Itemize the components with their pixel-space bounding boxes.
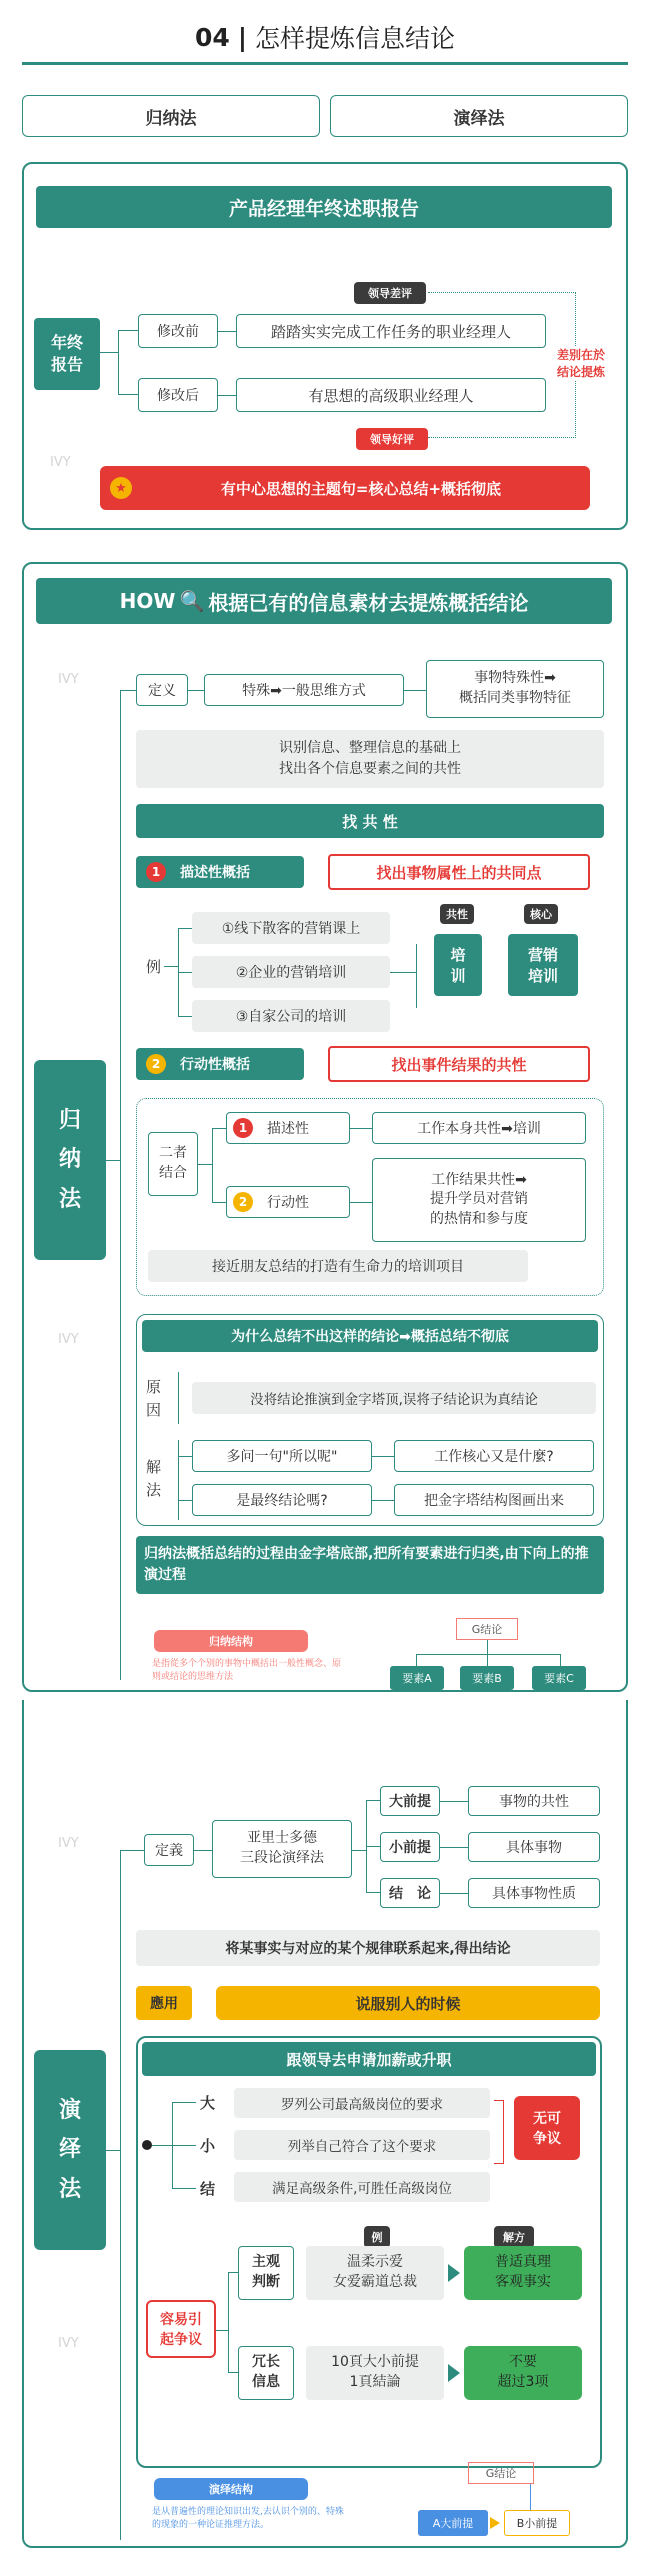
case-conclusion-label: 结 xyxy=(200,2180,216,2198)
report-summary-bar xyxy=(100,466,590,510)
deduct-g-node: G结论 xyxy=(468,2462,534,2484)
g-conclusion-node: G结论 xyxy=(456,1618,518,1640)
element-b-node: 要素B xyxy=(460,1666,514,1690)
number-two-icon: 2 xyxy=(146,1054,166,1074)
watermark: IVY xyxy=(50,455,71,470)
watermark: IVY xyxy=(58,1332,79,1347)
inductive-structure-label: 归纳结构 xyxy=(154,1630,308,1652)
undisputed-label: 无可 争议 xyxy=(514,2096,580,2160)
example-label: 例 xyxy=(146,958,162,976)
inductive-summary: 归纳法概括总结的过程由金字塔底部,把所有要素进行归类,由下向上的推演过程 xyxy=(136,1536,604,1594)
action-label xyxy=(136,1048,304,1080)
deduct-principle: 将某事实与对应的某个规律联系起来,得出结论 xyxy=(136,1930,600,1966)
report-title: 产品经理年终述职报告 xyxy=(36,186,612,228)
definition-result: 事物特殊性➡ 概括同类事物特征 xyxy=(426,660,604,718)
combine-descriptive-text: 描述性 xyxy=(267,1121,309,1137)
combine-descriptive xyxy=(226,1112,350,1144)
example-item-3: ③自家公司的培训 xyxy=(192,1000,390,1032)
case-title: 跟领导去申请加薪或升职 xyxy=(142,2042,596,2076)
common-tag: 共性 xyxy=(440,904,474,924)
why-title: 为什么总结不出这样的结论➡概括总结不彻底 xyxy=(142,1320,598,1352)
identify-text: 识别信息、整理信息的基础上 找出各个信息要素之间的共性 xyxy=(136,730,604,788)
how-prefix: HOW xyxy=(119,589,176,613)
solution-2-result: 把金字塔结构图画出来 xyxy=(394,1484,594,1516)
inductive-structure-desc: 是指從多个个别的事物中概括出一般性概念、原则或结论的思维方法 xyxy=(152,1659,342,1682)
combine-descriptive-result: 工作本身共性➡培训 xyxy=(372,1112,586,1144)
major-premise-text: 事物的共性 xyxy=(468,1786,600,1816)
page-title: 怎样提炼信息结论 xyxy=(254,24,455,53)
minor-premise-text: 具体事物 xyxy=(468,1832,600,1862)
report-left-label: 年终 报告 xyxy=(34,318,100,390)
bad-review-tag: 领导差评 xyxy=(354,282,426,304)
chapter-number: 04 xyxy=(195,22,230,52)
deductive-structure-desc: 是从普遍性的理论知识出发,去认识个别的、特殊的现象的一种论证推理方法。 xyxy=(152,2507,344,2530)
before-label: 修改前 xyxy=(138,314,218,348)
reason-label: 原 因 xyxy=(146,1378,162,1419)
common-value: 培 训 xyxy=(434,934,482,996)
definition-label: 定义 xyxy=(136,674,188,706)
watermark: IVY xyxy=(58,672,79,687)
solution-tag: 解方 xyxy=(494,2226,534,2248)
before-text: 踏踏实实完成工作任务的职业经理人 xyxy=(236,314,546,348)
tab-deductive[interactable]: 演绎法 xyxy=(330,95,628,137)
dispute-1-example: 温柔示爱 女爱霸道总裁 xyxy=(306,2246,444,2300)
combine-action-text: 行动性 xyxy=(267,1195,309,1211)
after-text: 有思想的高级职业经理人 xyxy=(236,378,546,412)
solution-1-result: 工作核心又是什麼? xyxy=(394,1440,594,1472)
tab-inductive[interactable]: 归纳法 xyxy=(22,95,320,137)
watermark: IVY xyxy=(58,1836,79,1851)
a-premise-node: A大前提 xyxy=(418,2510,488,2536)
core-value: 营销 培训 xyxy=(508,934,578,996)
how-title-text: 根据已有的信息素材去提炼概括结论 xyxy=(208,590,529,615)
action-finding: 找出事件结果的共性 xyxy=(328,1046,590,1082)
minor-premise-label: 小前提 xyxy=(380,1832,440,1862)
case-major-text: 罗列公司最高級岗位的要求 xyxy=(234,2088,490,2118)
inductive-side-label: 归 纳 法 xyxy=(34,1060,106,1260)
reason-text: 没将结论推演到金字塔顶,误将子结论识为真结论 xyxy=(192,1382,596,1414)
deductive-side-label: 演 绎 法 xyxy=(34,2050,106,2250)
combine-label: 二者 结合 xyxy=(148,1132,198,1196)
case-conclusion-text: 满足高级条件,可胜任高级岗位 xyxy=(234,2172,490,2202)
core-tag: 核心 xyxy=(524,904,558,924)
number-one-icon: 1 xyxy=(233,1118,253,1138)
number-one-icon: 1 xyxy=(146,862,166,882)
header-title xyxy=(0,20,650,54)
dispute-1-label: 主观 判断 xyxy=(238,2246,294,2300)
title-separator: | xyxy=(237,22,247,52)
dispute-2-solution: 不要 超过3项 xyxy=(464,2346,582,2400)
definition-text: 特殊➡一般思维方式 xyxy=(204,674,404,706)
deduct-definition-label: 定義 xyxy=(144,1834,194,1866)
header-underline xyxy=(22,62,628,65)
action-label-text: 行动性概括 xyxy=(180,1057,250,1073)
watermark: IVY xyxy=(58,2336,79,2351)
solution-label: 解 法 xyxy=(146,1458,162,1499)
combine-action xyxy=(226,1186,350,1218)
case-minor-label: 小 xyxy=(200,2137,216,2155)
descriptive-finding: 找出事物属性上的共同点 xyxy=(328,854,590,890)
dispute-label: 容易引 起争议 xyxy=(146,2300,216,2358)
descriptive-label xyxy=(136,856,304,888)
star-icon: ★ xyxy=(110,477,132,499)
solution-2: 是最终结论嗎? xyxy=(192,1484,372,1516)
b-premise-node: B小前提 xyxy=(504,2510,570,2536)
deductive-panel xyxy=(22,1700,628,2548)
diff-note: 差别在於 结论提炼 xyxy=(548,346,614,380)
example-item-1: ①线下散客的营销课上 xyxy=(192,912,390,944)
deductive-structure-label: 演绎结构 xyxy=(154,2478,308,2500)
major-premise-label: 大前提 xyxy=(380,1786,440,1816)
number-two-icon: 2 xyxy=(233,1192,253,1212)
find-common-bar: 找 共 性 xyxy=(136,804,604,838)
deduct-definition-text: 亚里士多德 三段论演绎法 xyxy=(212,1820,352,1878)
solution-1: 多问一句"所以呢" xyxy=(192,1440,372,1472)
element-a-node: 要素A xyxy=(390,1666,444,1690)
good-review-tag: 领导好评 xyxy=(356,428,428,450)
example-tag: 例 xyxy=(364,2226,390,2248)
descriptive-label-text: 描述性概括 xyxy=(180,865,250,881)
how-title xyxy=(36,578,612,624)
conclusion-label: 结 论 xyxy=(380,1878,440,1908)
conclusion-text: 具体事物性质 xyxy=(468,1878,600,1908)
report-summary: 有中心思想的主题句=核心总结+概括彻底 xyxy=(220,479,502,498)
apply-label: 應用 xyxy=(136,1986,192,2020)
combine-action-result: 工作结果共性➡ 提升学员对营销 的热情和参与度 xyxy=(372,1158,586,1242)
magnifier-icon: 🔍 xyxy=(179,589,205,613)
dispute-2-label: 冗长 信息 xyxy=(238,2346,294,2400)
dispute-1-solution: 普适真理 客观事实 xyxy=(464,2246,582,2300)
dispute-2-example: 10頁大小前提 1頁結論 xyxy=(306,2346,444,2400)
apply-text: 说服别人的时候 xyxy=(216,1986,600,2020)
case-minor-text: 列举自己符合了这个要求 xyxy=(234,2130,490,2160)
example-item-2: ②企业的营销培训 xyxy=(192,956,390,988)
combined-result: 接近朋友总结的打造有生命力的培训项目 xyxy=(148,1250,528,1282)
after-label: 修改后 xyxy=(138,378,218,412)
case-major-label: 大 xyxy=(200,2094,216,2112)
element-c-node: 要素C xyxy=(532,1666,586,1690)
